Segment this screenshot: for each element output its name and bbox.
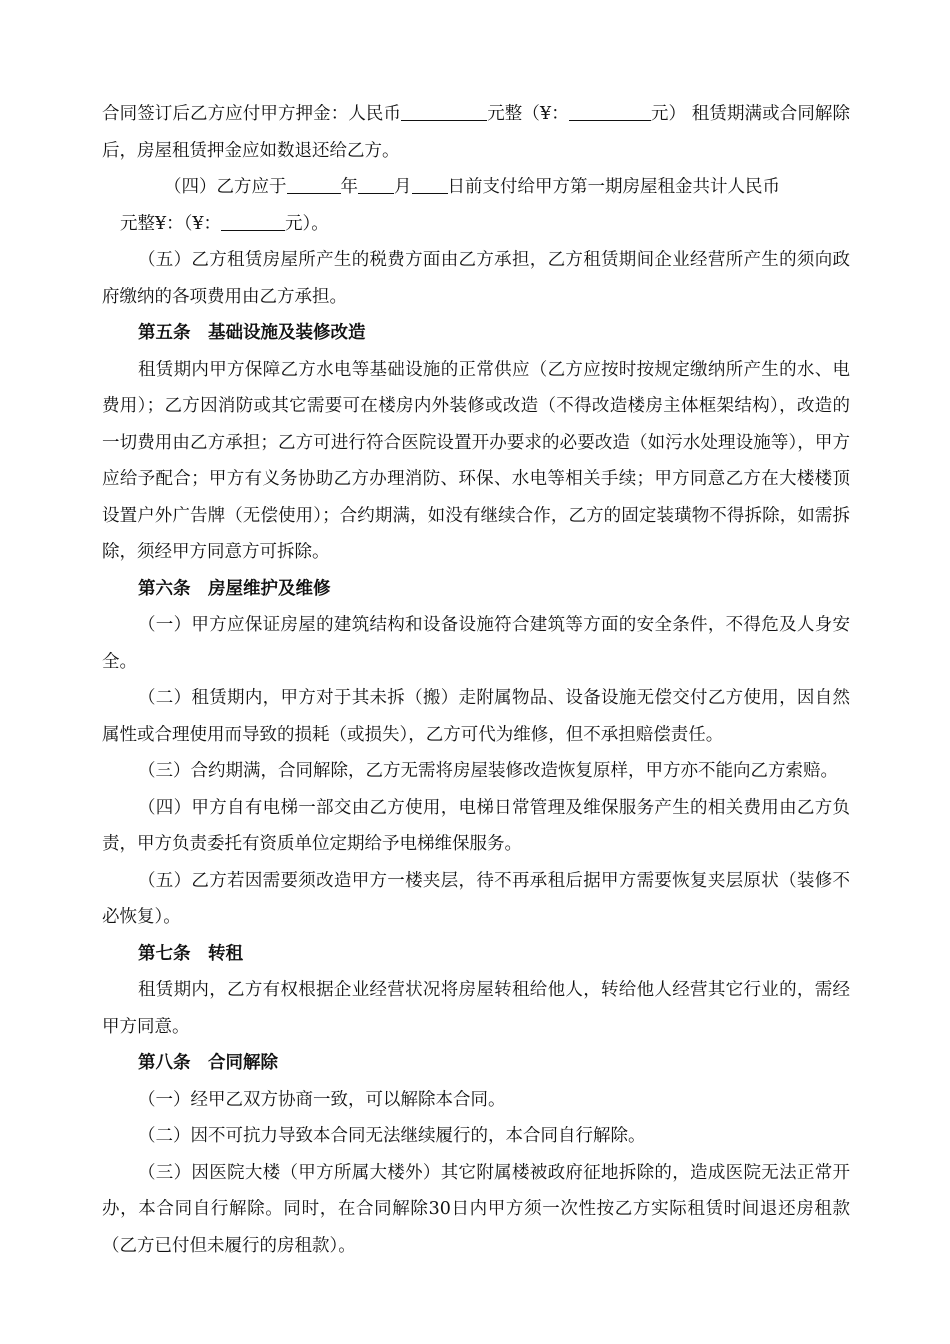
contract-body	[102, 96, 850, 1264]
first-rent-text-c: 月	[394, 177, 412, 197]
first-rent-number-blank	[221, 213, 285, 231]
deposit-text-a: 合同签订后乙方应付甲方押金：人民币	[102, 104, 402, 124]
article-5-paragraph: 租赁期内甲方保障乙方水电等基础设施的正常供应（乙方应按时按规定缴纳所产生的水、电费用）；乙方因消防或其它需要可在楼房内外装修或改造（不得改造楼房主体框架结构），改造的一切费用由乙方承担；乙方可进行符合医院设置开办要求的必要改造（如污水处理设施等），甲方应给予配合；甲方有义务协助乙方办理消防、环保、水电等相关手续；甲方同意乙方在大楼楼顶设置户外广告牌（无偿使用）；合约期满，如没有继续合作，乙方的固定装璜物不得拆除，如需拆除，须经甲方同意方可拆除。	[102, 359, 850, 562]
year-blank	[287, 176, 341, 194]
deposit-number-blank	[569, 103, 651, 121]
deposit-text-c: 元） 租赁期满或合同解除后，房屋租赁押金应如数退还给乙方。	[102, 104, 851, 161]
first-rent-text-b: 年	[340, 177, 358, 197]
first-rent-paragraph	[102, 169, 850, 242]
first-rent-text-a: （四）乙方应于	[164, 177, 287, 197]
article-6-item-3: （三）合约期满，合同解除，乙方无需将房屋装修改造恢复原样，甲方亦不能向乙方索赔。	[138, 761, 838, 781]
article-8-item-2: （二）因不可抗力导致本合同无法继续履行的，本合同自行解除。	[138, 1126, 646, 1146]
deposit-amount-blank	[401, 103, 487, 121]
tax-paragraph: （五）乙方租赁房屋所产生的税费方面由乙方承担，乙方租赁期间企业经营所产生的须向政府缴纳的各项费用由乙方承担。	[102, 250, 850, 307]
article-5-heading: 第五条 基础设施及装修改造	[138, 323, 366, 343]
article-7-paragraph: 租赁期内，乙方有权根据企业经营状况将房屋转租给他人，转给他人经营其它行业的，需经甲方同意。	[102, 980, 850, 1037]
article-8-heading: 第八条 合同解除	[138, 1053, 278, 1073]
deposit-paragraph	[102, 96, 850, 169]
article-6-item-5: （五）乙方若因需要须改造甲方一楼夹层，待不再承租后据甲方需要恢复夹层原状（装修不必恢复）。	[102, 870, 850, 927]
article-8-item-1: （一）经甲乙双方协商一致，可以解除本合同。	[138, 1089, 506, 1110]
article-6-heading: 第六条 房屋维护及维修	[138, 578, 331, 599]
first-rent-text-d: 日前支付给甲方第一期房屋租金共计人民币	[447, 177, 780, 197]
deposit-text-b: 元整（¥：	[487, 104, 569, 124]
first-rent-text-e: 元整¥：（¥：	[120, 213, 222, 234]
article-6-item-1: （一）甲方应保证房屋的建筑结构和设备设施符合建筑等方面的安全条件，不得危及人身安全。	[102, 615, 850, 672]
day-blank	[412, 176, 448, 194]
article-7-heading: 第七条 转租	[138, 943, 243, 964]
article-8-item-3: （三）因医院大楼（甲方所属大楼外）其它附属楼被政府征地拆除的，造成医院无法正常开办，本合同自行解除。同时，在合同解除30日内甲方须一次性按乙方实际租赁时间退还房租款（乙方已付但未履行的房租款）。	[102, 1162, 850, 1256]
article-6-item-4: （四）甲方自有电梯一部交由乙方使用，电梯日常管理及维保服务产生的相关费用由乙方负责，甲方负责委托有资质单位定期给予电梯维保服务。	[102, 797, 850, 854]
month-blank	[358, 176, 394, 194]
article-6-item-2: （二）租赁期内，甲方对于其未拆（搬）走附属物品、设备设施无偿交付乙方使用，因自然属性或合理使用而导致的损耗（或损失），乙方可代为维修，但不承担赔偿责任。	[102, 688, 850, 745]
first-rent-text-f: 元）。	[285, 213, 329, 234]
